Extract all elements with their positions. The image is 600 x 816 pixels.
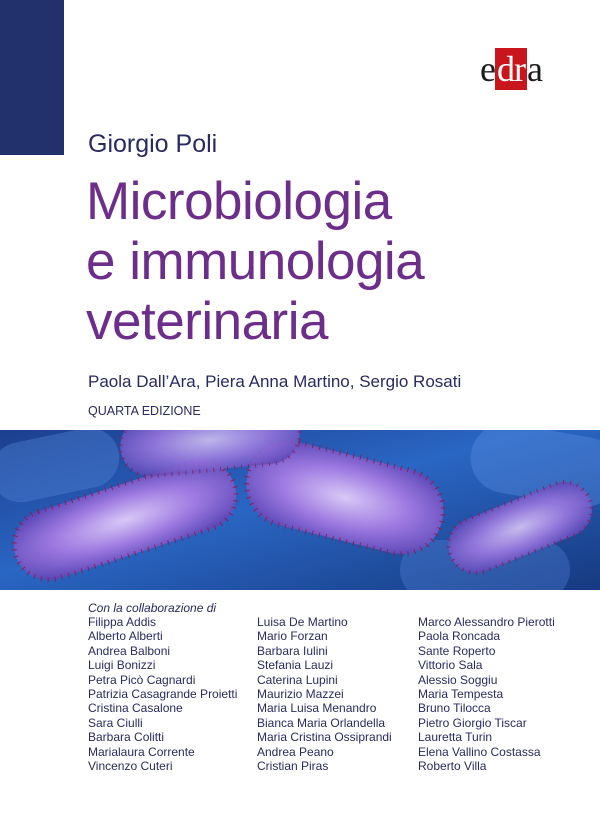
collaborator-name: Roberto Villa (418, 759, 487, 774)
cover-accent-bar (0, 0, 64, 155)
collaborators-column-1 (88, 615, 237, 773)
collaborator-name: Maria Tempesta (418, 687, 504, 702)
collaborator-name: Bianca Maria Orlandella (257, 715, 386, 730)
collaborator-name: Paola Roncada (418, 629, 501, 644)
collaborator-name: Cristian Piras (257, 759, 329, 774)
collaborator-name: Bruno Tilocca (418, 701, 491, 716)
collaborator-name: Alessio Soggiu (418, 672, 498, 687)
collaborator-name: Vittorio Sala (418, 658, 483, 673)
collaborator-name: Cristina Casalone (88, 701, 183, 716)
collaborator-name: Lauretta Turin (418, 730, 493, 745)
collaborator-name: Luigi Bonizzi (88, 658, 156, 673)
collaborator-name: Maria Cristina Ossiprandi (257, 730, 392, 745)
collaborators-column-3 (418, 615, 555, 773)
collaborator-name: Petra Picò Cagnardi (88, 672, 196, 687)
collaborator-name: Luisa De Martino (257, 615, 348, 629)
collaborator-name: Sara Ciulli (88, 715, 143, 730)
collaborator-name: Elena Vallino Costassa (418, 744, 541, 759)
collaborator-name: Maria Luisa Menandro (257, 701, 377, 716)
collaborator-name: Stefania Lauzi (257, 658, 334, 673)
collaborator-name: Vincenzo Cuteri (88, 759, 173, 774)
collaborator-name: Mario Forzan (257, 629, 328, 644)
collaborator-name: Marco Alessandro Pierotti (418, 615, 555, 629)
collaborator-name: Filippa Addis (88, 615, 157, 629)
book-title (86, 172, 424, 352)
collaborator-name: Barbara Colitti (88, 730, 165, 745)
collaborator-name: Andrea Peano (257, 744, 334, 759)
collaborator-name: Barbara Iulini (257, 643, 328, 658)
collaborators-column-2 (257, 615, 392, 773)
collaborator-name: Andrea Balboni (88, 643, 171, 658)
bacteria-illustration (0, 430, 600, 590)
collaborator-name: Maurizio Mazzei (257, 687, 344, 702)
title-line-2: e immunologia (86, 232, 425, 291)
collaboration-intro: Con la collaborazione di (88, 601, 217, 615)
publisher-logo: edra (480, 49, 542, 89)
collaborator-name: Sante Roperto (418, 643, 496, 658)
main-author: Giorgio Poli (88, 130, 218, 158)
collaborator-name: Caterina Lupini (257, 672, 338, 687)
collaborator-name: Patrizia Casagrande Proietti (88, 687, 238, 702)
title-line-1: Microbiologia (86, 172, 392, 231)
collaborator-name: Alberto Alberti (88, 629, 163, 644)
collaborator-name: Pietro Giorgio Tiscar (418, 715, 527, 730)
coauthors: Paola Dall’Ara, Piera Anna Martino, Sergio Rosati (88, 372, 462, 391)
title-line-3: veterinaria (86, 292, 328, 351)
collaborator-name: Marialaura Corrente (88, 744, 195, 759)
edition-label: QUARTA EDIZIONE (88, 404, 201, 418)
